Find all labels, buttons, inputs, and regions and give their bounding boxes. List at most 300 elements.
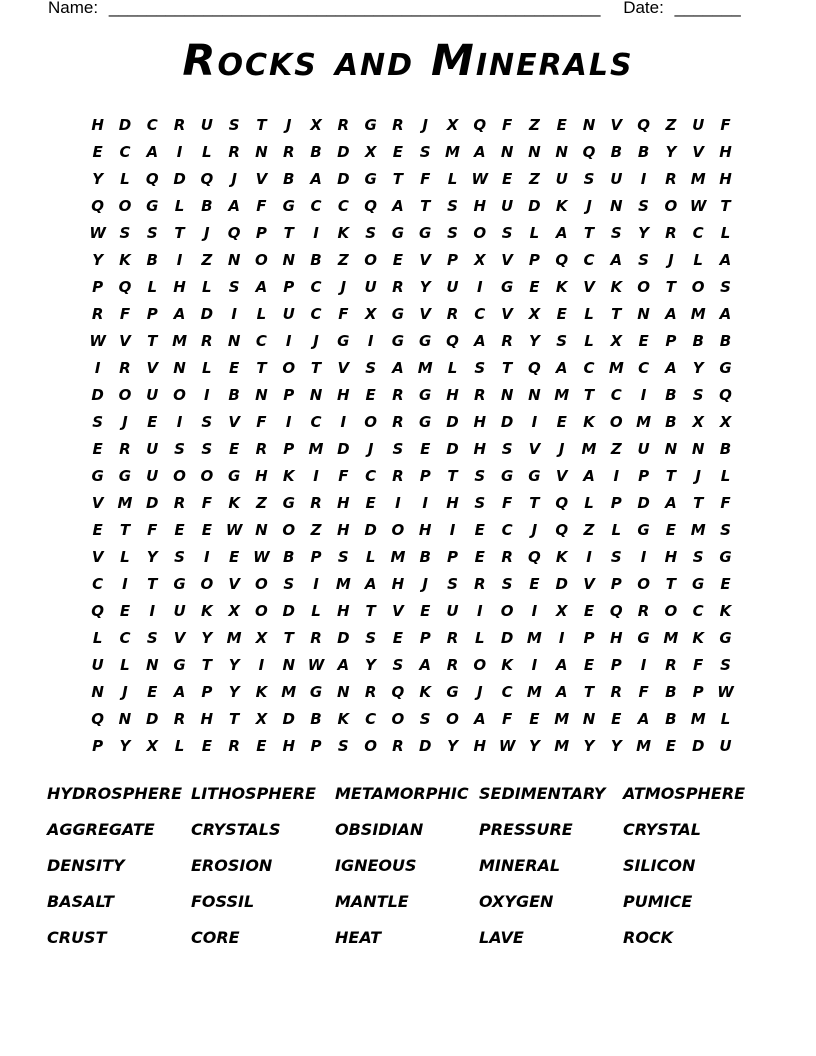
grid-letter: K — [719, 601, 732, 620]
grid-letter: V — [173, 628, 186, 647]
grid-letter: I — [395, 493, 401, 512]
grid-letter: O — [255, 574, 268, 593]
grid-letter: E — [529, 277, 540, 296]
grid-letter: L — [174, 736, 185, 755]
grid-letter: D — [500, 628, 514, 647]
grid-letter: G — [719, 547, 732, 566]
grid-letter: R — [446, 304, 459, 323]
grid-letter: S — [283, 574, 295, 593]
grid-letter: Y — [228, 655, 240, 674]
grid-letter: G — [391, 223, 405, 242]
grid-letter: L — [92, 628, 103, 647]
grid-letter: A — [555, 655, 568, 674]
grid-letter: G — [173, 574, 186, 593]
grid-letter: R — [282, 142, 295, 161]
grid-letter: D — [528, 196, 541, 215]
grid-letter: V — [392, 601, 404, 620]
grid-letter: V — [337, 358, 350, 377]
grid-letter: V — [91, 493, 104, 512]
grid-letter: Z — [528, 115, 540, 134]
grid-letter: T — [283, 223, 294, 242]
grid-letter: A — [719, 250, 732, 269]
word-bank-item: IGNEOUS — [335, 856, 417, 875]
grid-row — [84, 165, 744, 192]
grid-letter: P — [283, 277, 295, 296]
grid-letter: V — [501, 250, 513, 269]
grid-letter: H — [473, 736, 487, 755]
grid-letter: Q — [200, 169, 214, 188]
grid-letter: P — [447, 547, 458, 566]
grid-letter: E — [201, 520, 212, 539]
grid-letter: I — [285, 331, 292, 350]
grid-letter: M — [172, 331, 187, 350]
grid-letter: P — [283, 439, 295, 458]
grid-letter: I — [531, 412, 538, 431]
grid-letter: P — [665, 331, 677, 350]
grid-letter: Y — [583, 736, 595, 755]
grid-letter: B — [692, 331, 704, 350]
grid-letter: L — [720, 466, 731, 485]
grid-letter: E — [665, 736, 676, 755]
grid-letter: L — [447, 169, 458, 188]
grid-letter: D — [691, 736, 705, 755]
grid-letter: P — [283, 385, 295, 404]
grid-letter: F — [693, 655, 704, 674]
grid-letter: O — [637, 574, 650, 593]
grid-letter: L — [202, 142, 212, 161]
grid-letter: F — [338, 304, 349, 323]
grid-letter: L — [311, 601, 321, 620]
grid-letter: C — [92, 574, 104, 593]
grid-letter: I — [340, 412, 347, 431]
grid-letter: J — [695, 466, 701, 485]
grid-letter: M — [608, 358, 624, 377]
grid-letter: B — [283, 547, 295, 566]
grid-letter: Y — [365, 655, 377, 674]
grid-letter: C — [119, 628, 131, 647]
grid-letter: R — [310, 493, 322, 512]
grid-letter: U — [446, 601, 459, 620]
grid-letter: E — [392, 250, 404, 269]
grid-letter: P — [255, 223, 267, 242]
grid-row — [84, 678, 744, 705]
grid-letter: K — [501, 655, 513, 674]
grid-row — [84, 624, 744, 651]
grid-letter: F — [256, 196, 267, 215]
grid-letter: A — [419, 655, 432, 674]
grid-row — [84, 327, 744, 354]
grid-letter: H — [418, 520, 432, 539]
grid-letter: U — [146, 466, 159, 485]
grid-letter: E — [119, 601, 131, 620]
grid-letter: D — [282, 709, 295, 728]
grid-letter: L — [720, 709, 731, 728]
grid-letter: I — [558, 628, 565, 647]
grid-letter: E — [556, 115, 567, 134]
grid-letter: E — [556, 412, 567, 431]
grid-row — [84, 543, 744, 570]
grid-letter: R — [228, 142, 240, 161]
grid-letter: R — [392, 385, 404, 404]
grid-letter: B — [310, 142, 322, 161]
grid-letter: U — [146, 439, 159, 458]
grid-letter: A — [474, 331, 486, 350]
grid-letter: A — [555, 223, 568, 242]
date-blank: _______ — [674, 0, 741, 17]
grid-letter: J — [231, 169, 237, 188]
grid-letter: G — [337, 331, 350, 350]
grid-letter: B — [637, 142, 650, 161]
grid-letter: S — [556, 331, 568, 350]
grid-letter: H — [446, 493, 459, 512]
date-label: Date: — [623, 0, 664, 17]
grid-letter: S — [610, 223, 622, 242]
grid-letter: M — [226, 628, 242, 647]
grid-letter: B — [665, 412, 677, 431]
grid-letter: Y — [201, 628, 213, 647]
grid-letter: S — [501, 439, 513, 458]
grid-letter: G — [419, 331, 432, 350]
grid-letter: T — [256, 358, 267, 377]
grid-letter: C — [119, 142, 131, 161]
word-bank-item: ATMOSPHERE — [623, 784, 746, 803]
word-bank-item: OBSIDIAN — [335, 820, 424, 839]
word-bank-item: CRYSTALS — [191, 820, 281, 839]
grid-letter: S — [146, 223, 158, 242]
grid-letter: Y — [528, 331, 540, 350]
grid-letter: H — [200, 709, 214, 728]
grid-letter: X — [528, 304, 541, 323]
grid-row — [84, 138, 744, 165]
name-label: Name: — [48, 0, 99, 17]
grid-letter: U — [501, 196, 514, 215]
grid-letter: C — [474, 304, 486, 323]
grid-letter: J — [422, 115, 428, 134]
grid-row — [84, 246, 744, 273]
grid-letter: G — [364, 169, 377, 188]
grid-letter: M — [417, 358, 433, 377]
grid-letter: F — [501, 493, 513, 512]
grid-letter: N — [582, 709, 596, 728]
grid-letter: I — [313, 574, 319, 593]
grid-letter: S — [146, 628, 158, 647]
grid-letter: M — [663, 628, 679, 647]
grid-letter: V — [583, 574, 595, 593]
grid-row — [84, 462, 744, 489]
grid-letter: P — [610, 493, 622, 512]
grid-letter: T — [583, 385, 595, 404]
grid-letter: E — [474, 520, 485, 539]
grid-letter: Y — [419, 277, 431, 296]
grid-letter: J — [477, 682, 483, 701]
page-title: Rocks and Minerals — [182, 36, 634, 86]
grid-letter: Q — [145, 169, 159, 188]
grid-letter: N — [227, 250, 241, 269]
grid-letter: R — [446, 628, 459, 647]
grid-letter: P — [610, 655, 622, 674]
grid-letter: G — [118, 466, 132, 485]
grid-letter: A — [228, 196, 240, 215]
grid-letter: O — [118, 196, 132, 215]
grid-letter: K — [228, 493, 240, 512]
grid-letter: F — [501, 709, 513, 728]
grid-letter: D — [364, 520, 377, 539]
grid-letter: S — [174, 547, 185, 566]
grid-letter: G — [719, 628, 732, 647]
grid-letter: I — [531, 601, 538, 620]
grid-letter: X — [555, 601, 568, 620]
grid-letter: W — [498, 736, 516, 755]
grid-letter: X — [255, 628, 268, 647]
grid-letter: W — [225, 520, 243, 539]
grid-row — [84, 273, 744, 300]
grid-letter: J — [367, 439, 374, 458]
grid-letter: A — [310, 169, 322, 188]
grid-letter: U — [637, 439, 650, 458]
grid-letter: B — [419, 547, 431, 566]
grid-letter: U — [173, 601, 186, 620]
grid-letter: R — [337, 115, 350, 134]
grid-letter: F — [201, 493, 212, 512]
grid-letter: F — [720, 115, 731, 134]
grid-letter: S — [201, 412, 213, 431]
grid-letter: P — [419, 628, 431, 647]
grid-letter: A — [173, 304, 186, 323]
grid-letter: I — [613, 466, 620, 485]
grid-letter: L — [611, 520, 622, 539]
grid-row — [84, 705, 744, 732]
grid-letter: V — [91, 547, 104, 566]
grid-letter: Q — [637, 115, 650, 134]
grid-letter: W — [689, 196, 707, 215]
grid-letter: G — [227, 466, 241, 485]
grid-letter: U — [282, 304, 295, 323]
grid-letter: A — [555, 682, 568, 701]
grid-letter: O — [473, 655, 487, 674]
grid-letter: Q — [91, 601, 105, 620]
grid-letter: B — [665, 709, 677, 728]
grid-letter: E — [420, 439, 431, 458]
grid-letter: O — [391, 520, 405, 539]
grid-letter: T — [119, 520, 131, 539]
grid-letter: N — [118, 709, 132, 728]
grid-letter: F — [338, 466, 349, 485]
grid-letter: A — [337, 655, 350, 674]
grid-letter: B — [719, 331, 732, 350]
grid-letter: O — [691, 277, 705, 296]
grid-letter: M — [690, 709, 706, 728]
grid-letter: V — [692, 142, 704, 161]
word-bank-item: AGGREGATE — [47, 820, 155, 839]
grid-letter: I — [231, 304, 237, 323]
grid-letter: A — [583, 466, 595, 485]
grid-letter: D — [446, 412, 459, 431]
grid-letter: R — [610, 682, 623, 701]
grid-letter: H — [473, 412, 487, 431]
grid-letter: U — [719, 736, 732, 755]
grid-letter: G — [309, 682, 323, 701]
grid-letter: V — [419, 304, 432, 323]
grid-letter: I — [367, 331, 374, 350]
grid-letter: N — [691, 439, 705, 458]
grid-letter: E — [556, 304, 567, 323]
grid-letter: L — [447, 358, 458, 377]
grid-letter: S — [720, 655, 731, 674]
grid-letter: R — [446, 655, 459, 674]
grid-letter: X — [364, 304, 377, 323]
grid-letter: G — [692, 574, 705, 593]
grid-letter: M — [390, 547, 406, 566]
grid-letter: H — [473, 196, 487, 215]
grid-letter: Z — [528, 169, 540, 188]
grid-letter: N — [227, 331, 241, 350]
grid-letter: S — [392, 439, 404, 458]
grid-letter: R — [173, 493, 186, 512]
grid-letter: M — [308, 439, 324, 458]
grid-letter: Q — [91, 709, 105, 728]
grid-letter: G — [91, 466, 104, 485]
grid-letter: V — [228, 574, 240, 593]
grid-letter: P — [92, 736, 104, 755]
grid-letter: P — [92, 277, 104, 296]
grid-letter: T — [583, 682, 595, 701]
grid-letter: H — [91, 115, 104, 134]
grid-letter: V — [419, 250, 432, 269]
grid-letter: O — [364, 736, 377, 755]
grid-letter: D — [118, 115, 132, 134]
grid-letter: F — [256, 412, 267, 431]
grid-letter: P — [528, 250, 540, 269]
grid-letter: N — [500, 385, 514, 404]
grid-letter: K — [282, 466, 295, 485]
grid-letter: Z — [201, 250, 213, 269]
grid-letter: H — [719, 142, 732, 161]
word-bank-item: METAMORPHIC — [335, 784, 469, 803]
grid-letter: A — [255, 277, 268, 296]
grid-letter: V — [255, 169, 268, 188]
grid-letter: Q — [118, 277, 132, 296]
grid-letter: C — [501, 520, 513, 539]
grid-letter: U — [91, 655, 104, 674]
grid-letter: R — [474, 385, 486, 404]
grid-letter: N — [500, 142, 514, 161]
grid-letter: E — [420, 601, 431, 620]
grid-letter: H — [446, 385, 459, 404]
grid-row — [84, 354, 744, 381]
grid-letter: X — [228, 601, 240, 620]
grid-letter: U — [146, 385, 159, 404]
grid-letter: L — [529, 223, 540, 242]
grid-letter: H — [610, 628, 623, 647]
grid-letter: U — [555, 169, 568, 188]
grid-letter: V — [119, 331, 131, 350]
grid-letter: N — [282, 655, 295, 674]
grid-letter: L — [584, 331, 594, 350]
word-bank-item: MINERAL — [479, 856, 561, 875]
grid-letter: G — [146, 196, 159, 215]
grid-letter: F — [147, 520, 158, 539]
grid-letter: S — [365, 223, 377, 242]
grid-letter: Y — [665, 142, 677, 161]
grid-letter: O — [637, 277, 650, 296]
grid-letter: V — [501, 304, 513, 323]
grid-letter: X — [692, 412, 704, 431]
grid-letter: B — [719, 439, 732, 458]
grid-letter: I — [531, 655, 538, 674]
grid-letter: Q — [364, 196, 377, 215]
grid-letter: F — [501, 115, 513, 134]
grid-letter: S — [92, 412, 104, 431]
grid-letter: I — [640, 169, 647, 188]
grid-letter: H — [719, 169, 732, 188]
grid-letter: D — [637, 493, 650, 512]
grid-letter: B — [665, 385, 677, 404]
grid-letter: C — [337, 196, 349, 215]
grid-letter: W — [253, 547, 270, 566]
grid-letter: E — [529, 709, 540, 728]
word-bank-item: HYDROSPHERE — [47, 784, 182, 803]
grid-letter: G — [419, 385, 432, 404]
word-bank-item: ROCK — [623, 928, 674, 947]
word-bank-item: PUMICE — [623, 892, 693, 911]
grid-letter: K — [555, 547, 568, 566]
header — [48, 0, 748, 20]
word-bank-item: SEDIMENTARY — [479, 784, 606, 803]
grid-letter: H — [337, 385, 350, 404]
grid-letter: B — [310, 250, 322, 269]
grid-letter: I — [122, 574, 128, 593]
grid-letter: I — [176, 412, 183, 431]
grid-letter: L — [584, 304, 594, 323]
grid-letter: R — [91, 304, 104, 323]
grid-letter: I — [477, 601, 483, 620]
grid-letter: F — [638, 682, 649, 701]
grid-letter: Q — [473, 115, 487, 134]
grid-letter: N — [610, 196, 623, 215]
grid-letter: B — [146, 250, 158, 269]
grid-letter: T — [611, 304, 622, 323]
grid-letter: O — [173, 385, 186, 404]
grid-letter: M — [335, 574, 351, 593]
word-bank-item: MANTLE — [335, 892, 409, 911]
grid-letter: I — [176, 142, 183, 161]
grid-letter: P — [146, 304, 158, 323]
grid-letter: O — [664, 196, 678, 215]
grid-letter: D — [173, 169, 186, 188]
grid-letter: Q — [555, 493, 569, 512]
grid-letter: R — [119, 439, 131, 458]
grid-letter: T — [693, 493, 704, 512]
grid-letter: O — [391, 709, 405, 728]
grid-letter: O — [282, 358, 296, 377]
grid-letter: T — [256, 115, 267, 134]
grid-letter: H — [337, 493, 350, 512]
grid-letter: L — [720, 223, 731, 242]
grid-letter: R — [392, 412, 404, 431]
grid-letter: C — [310, 412, 322, 431]
grid-letter: T — [665, 277, 676, 296]
grid-letter: P — [447, 250, 458, 269]
grid-letter: S — [501, 574, 513, 593]
grid-letter: A — [364, 574, 377, 593]
grid-letter: Q — [609, 601, 623, 620]
grid-letter: V — [610, 115, 623, 134]
grid-letter: W — [471, 169, 489, 188]
grid-letter: O — [255, 250, 268, 269]
grid-letter: C — [692, 601, 704, 620]
grid-letter: H — [173, 277, 186, 296]
grid-letter: E — [92, 439, 103, 458]
